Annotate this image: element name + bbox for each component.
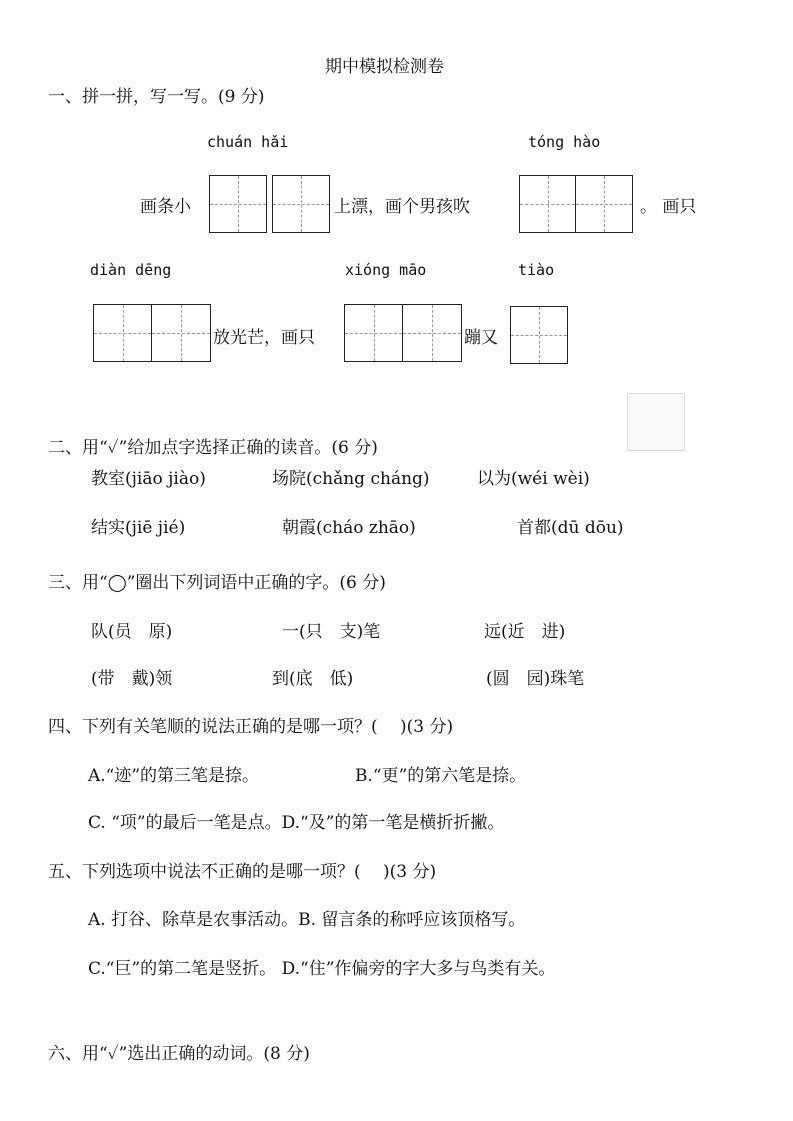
q3-item[interactable]: (带 戴)领 bbox=[91, 669, 173, 689]
q2-item[interactable]: 朝霞(cháo zhāo) bbox=[282, 518, 416, 538]
pinyin-xiong-mao: xióng māo bbox=[345, 261, 427, 279]
q5-option[interactable]: C.“巨”的第二笔是竖折。 D.“住”作偏旁的字大多与鸟类有关。 bbox=[88, 959, 556, 979]
q5-option[interactable]: A. 打谷、除草是农事活动。B. 留言条的称呼应该顶格写。 bbox=[88, 910, 526, 930]
q2-item[interactable]: 教室(jiāo jiào) bbox=[91, 469, 206, 489]
page-title: 期中模拟检测卷 bbox=[325, 57, 444, 77]
q1-text-2: 上漂，画个男孩吹 bbox=[334, 197, 470, 217]
faint-square-mark bbox=[627, 393, 685, 451]
q3-item[interactable]: 远(近 进) bbox=[484, 622, 566, 642]
q3-item[interactable]: 到(底 低) bbox=[272, 669, 354, 689]
q4-option[interactable]: C. “项”的最后一笔是点。D.“及”的第一笔是横折折撇。 bbox=[88, 813, 505, 833]
pinyin-dian-deng: diàn dēng bbox=[90, 261, 172, 279]
writing-box-tong-hao[interactable] bbox=[519, 175, 633, 233]
q2-item[interactable]: 场院(chǎng cháng) bbox=[272, 469, 430, 489]
q3-item[interactable]: 队(员 原) bbox=[91, 622, 173, 642]
pinyin-chuan-hai: chuán hǎi bbox=[207, 133, 289, 151]
writing-box-hai[interactable] bbox=[272, 175, 330, 233]
writing-box-dian-deng[interactable] bbox=[93, 304, 211, 362]
writing-box-xiong-mao[interactable] bbox=[344, 304, 462, 362]
question-2-heading: 二、用“✓”给加点字选择正确的读音。(6 分) bbox=[48, 438, 378, 458]
q1-text-1: 画条小 bbox=[140, 197, 191, 217]
q1-text-4: 放光芒，画只 bbox=[213, 328, 315, 348]
question-6-heading: 六、用“✓”选出正确的动词。(8 分) bbox=[48, 1044, 310, 1064]
question-4-heading: 四、下列有关笔顺的说法正确的是哪一项？( )(3 分) bbox=[48, 717, 454, 737]
q3-item[interactable]: 一(只 支)笔 bbox=[282, 622, 381, 642]
q2-item[interactable]: 以为(wéi wèi) bbox=[477, 469, 590, 489]
q4-option[interactable]: B.“更”的第六笔是捺。 bbox=[355, 766, 527, 786]
question-3-heading: 三、用“◯”圈出下列词语中正确的字。(6 分) bbox=[48, 573, 386, 593]
q2-item[interactable]: 首都(dū dōu) bbox=[517, 518, 624, 538]
q3-item[interactable]: (圆 园)珠笔 bbox=[486, 669, 585, 689]
pinyin-tong-hao: tóng hào bbox=[528, 133, 601, 151]
q1-text-5: 蹦又 bbox=[464, 328, 498, 348]
pinyin-tiao: tiào bbox=[518, 261, 555, 279]
question-5-heading: 五、下列选项中说法不正确的是哪一项？( )(3 分) bbox=[48, 862, 437, 882]
q1-text-3: 。 画只 bbox=[640, 197, 697, 217]
question-1-heading: 一、拼一拼，写一写。(9 分) bbox=[48, 87, 265, 107]
writing-box-chuan[interactable] bbox=[209, 175, 267, 233]
writing-box-tiao[interactable] bbox=[510, 306, 568, 364]
q4-option[interactable]: A.“迹”的第三笔是捺。 bbox=[88, 766, 260, 786]
q2-item[interactable]: 结实(jiē jié) bbox=[91, 518, 186, 538]
